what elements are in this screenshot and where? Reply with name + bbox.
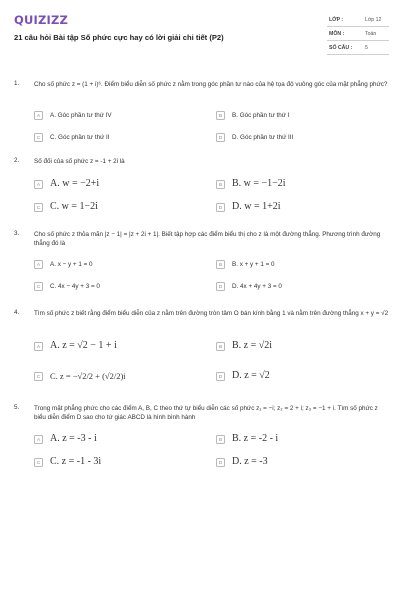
option-text: D. Góc phần tư thứ III [232, 134, 294, 141]
question-text: Cho số phức z = (1 + i)⁶. Điểm biểu diễn số phức z nằm trong góc phần tư nào của hệ tọa độ vuông góc của mặt phẳng phức? [34, 81, 388, 88]
option-text: A. x − y + 1 = 0 [50, 261, 93, 268]
meta-info-table [327, 13, 389, 55]
option-text: B. x + y + 1 = 0 [232, 261, 275, 268]
question-number: 1. [14, 80, 20, 87]
option-letter-box: C [34, 133, 43, 142]
option-letter-box: B [216, 111, 225, 120]
option-text: A. w = −2+i [50, 178, 100, 189]
quizizz-logo: QUIZIZZ [14, 13, 69, 27]
option-letter-box: C [34, 372, 43, 381]
option-letter-box: A [34, 111, 43, 120]
question-text: Tìm số phức z biết rằng điểm biểu diễn của z nằm trên đường tròn tâm O bán kính bằng 1 và nằm trên đường thẳng x + y = √2 [34, 310, 389, 317]
option-text: A. z = -3 - i [50, 433, 97, 444]
meta-key: SỐ CÂU : [329, 45, 353, 51]
option-text: D. z = -3 [232, 456, 268, 467]
option-text: C. Góc phần tư thứ II [50, 134, 110, 141]
question-text: Trong mặt phẳng phức cho các điểm A, B, C theo thứ tự biểu diễn các số phức z₁ = −i; z₂ = 2 + i; z₃ = −1 + i. Tìm số phức z biểu diễn điểm D sao cho tứ giác ABCD là hình bình hành [34, 405, 378, 421]
question-number: 5. [14, 404, 20, 411]
meta-key: LỚP : [329, 17, 344, 23]
meta-value: Toán [365, 31, 377, 37]
option-letter-box: D [216, 133, 225, 142]
document-header [0, 0, 400, 62]
option-text: B. Góc phần tư thứ I [232, 112, 290, 119]
option-letter-box: B [216, 342, 225, 351]
option-text: C. 4x − 4y + 3 = 0 [50, 283, 100, 290]
option-text: C. z = -1 - 3i [50, 456, 102, 467]
option-text: A. z = √2 − 1 + i [50, 340, 117, 351]
option-letter-box: C [34, 203, 43, 212]
option-letter-box: B [216, 260, 225, 269]
option-text: B. z = √2i [232, 340, 273, 351]
option-text: B. z = -2 - i [232, 433, 279, 444]
option-letter-box: B [216, 180, 225, 189]
option-letter-box: D [216, 458, 225, 467]
question-text: Cho số phức z thỏa mãn |z − 1| = |z + 2i + 1|. Biết tập hợp các điểm biểu thị cho z là một đường thẳng. Phương trình đường thẳng đó là [34, 231, 381, 247]
option-letter-box: A [34, 260, 43, 269]
option-letter-box: D [216, 372, 225, 381]
meta-row-class [327, 13, 389, 27]
option-letter-box: A [34, 342, 43, 351]
option-text: B. w = −1−2i [232, 178, 286, 189]
option-letter-box: B [216, 435, 225, 444]
option-text: D. z = √2 [232, 370, 270, 381]
question-text: Số đối của số phức z = -1 + 2i là [34, 158, 125, 165]
document-title: 21 câu hỏi Bài tập Số phức cực hay có lời giải chi tiết (P2) [14, 33, 224, 42]
option-letter-box: C [34, 282, 43, 291]
option-letter-box: A [34, 435, 43, 444]
meta-key: MÔN : [329, 31, 345, 37]
option-text: D. 4x + 4y + 3 = 0 [232, 283, 282, 290]
meta-row-subject [327, 27, 389, 41]
meta-value: 5 [365, 45, 368, 51]
option-text: A. Góc phần tư thứ IV [50, 112, 112, 119]
meta-value: Lớp 12 [365, 17, 382, 23]
option-letter-box: C [34, 458, 43, 467]
question-number: 2. [14, 157, 20, 164]
meta-row-count [327, 41, 389, 55]
option-text: C. z = −√2/2 + (√2/2)i [50, 371, 126, 381]
option-letter-box: D [216, 282, 225, 291]
question-number: 3. [14, 230, 20, 237]
question-number: 4. [14, 309, 20, 316]
option-text: C. w = 1−2i [50, 201, 98, 212]
option-letter-box: A [34, 180, 43, 189]
option-text: D. w = 1+2i [232, 201, 281, 212]
option-letter-box: D [216, 203, 225, 212]
